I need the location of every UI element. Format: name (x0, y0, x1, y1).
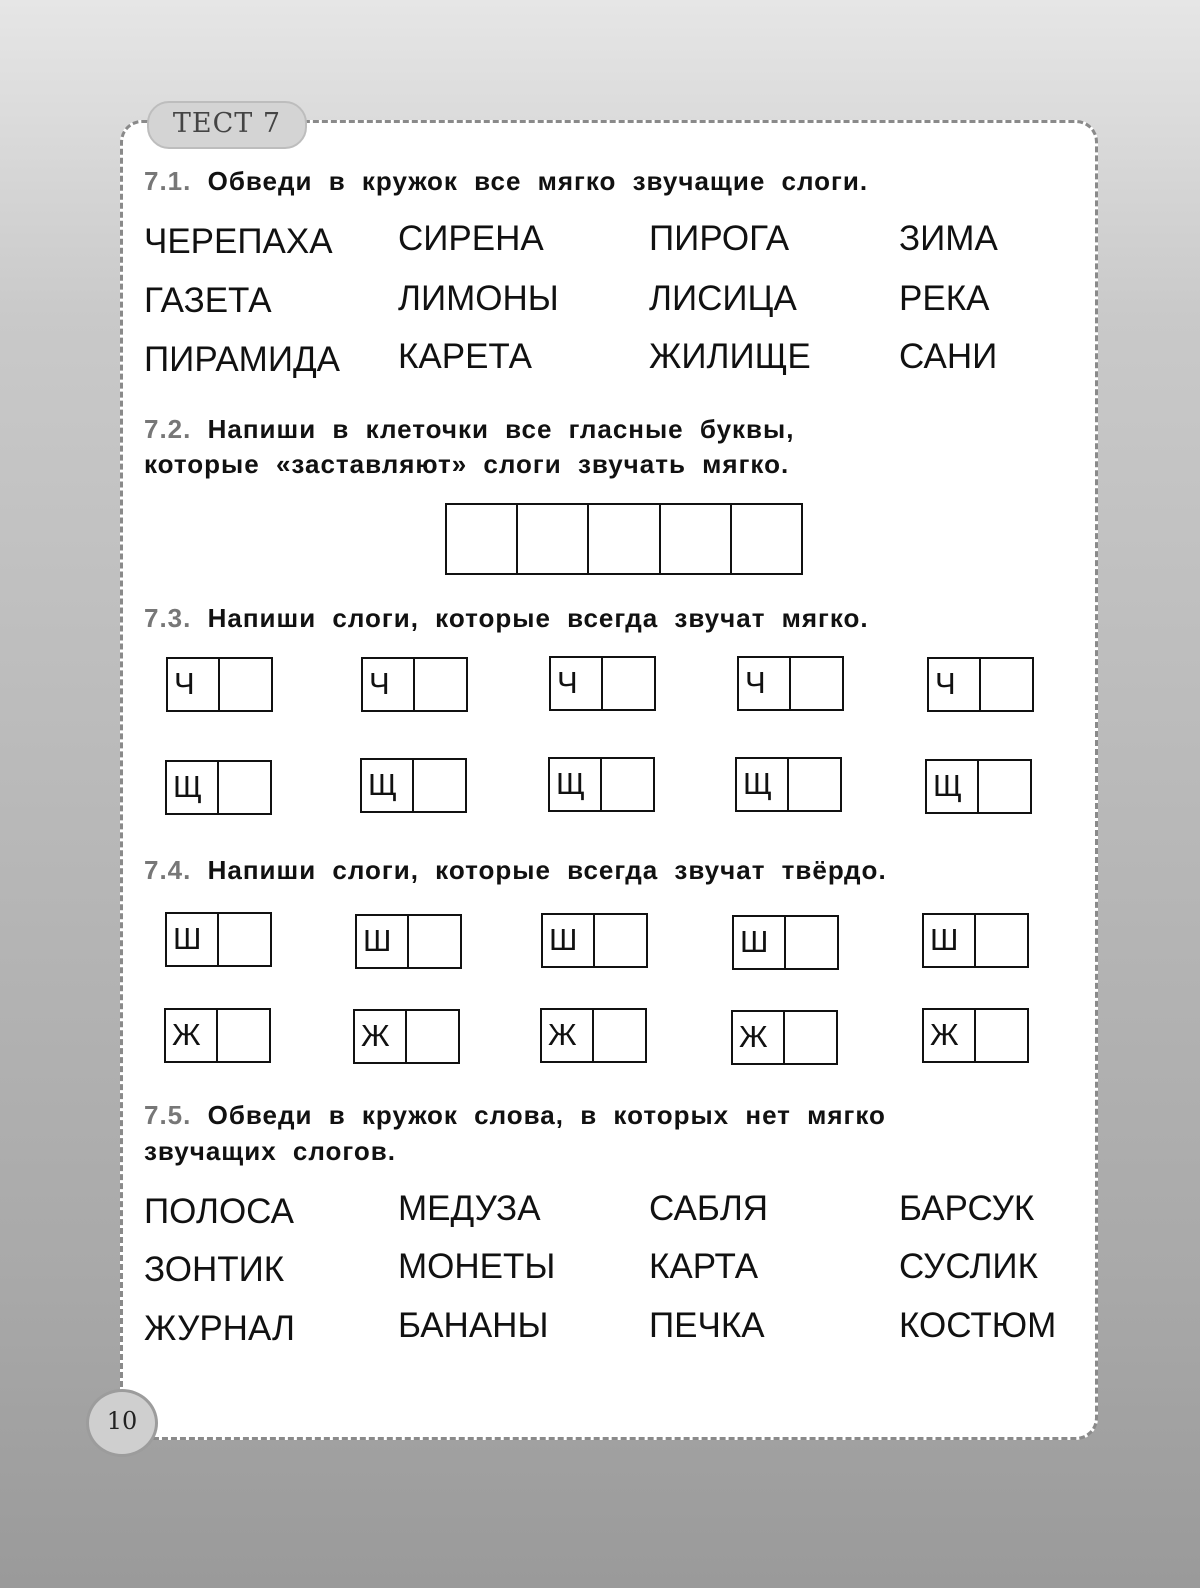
given-consonant: Ж (355, 1011, 407, 1062)
task-2-text-line1: Напиши в клеточки все гласные буквы, (207, 414, 795, 444)
given-consonant: Ш (734, 917, 786, 968)
given-consonant: Ч (168, 659, 220, 710)
word-item[interactable]: ЗОНТИК (144, 1250, 285, 1289)
given-consonant: Щ (362, 760, 414, 811)
vowel-answer-cell[interactable] (414, 760, 466, 811)
given-consonant: Щ (550, 759, 602, 810)
task-4-number: 7.4. (144, 855, 192, 885)
vowel-cell[interactable] (589, 505, 660, 573)
vowel-answer-cell[interactable] (786, 917, 838, 968)
given-consonant: Щ (737, 759, 789, 810)
test-label: ТЕСТ 7 (147, 101, 307, 149)
task-3-text: Напиши слоги, которые всегда звучат мягко. (207, 603, 869, 633)
given-consonant: Ш (357, 916, 409, 967)
syllable-box (166, 657, 273, 712)
vowel-answer-cell[interactable] (785, 1012, 837, 1063)
task-1-title (144, 164, 868, 199)
vowel-answer-cell[interactable] (789, 759, 841, 810)
task-3-title (144, 601, 869, 636)
syllable-box (361, 657, 468, 712)
word-item[interactable]: ПЕЧКА (649, 1306, 765, 1345)
given-consonant: Ч (551, 658, 603, 709)
syllable-box (925, 759, 1032, 814)
syllable-box (731, 1010, 838, 1065)
given-consonant: Ч (929, 659, 981, 710)
word-item[interactable]: ЛИСИЦА (649, 279, 797, 318)
vowel-answer-cell[interactable] (791, 658, 843, 709)
word-item[interactable]: ПИРОГА (649, 219, 790, 258)
vowel-cell[interactable] (732, 505, 801, 573)
syllable-box (927, 657, 1034, 712)
task-1-number: 7.1. (144, 166, 192, 196)
task-5-text-line2: звучащих слогов. (144, 1136, 396, 1166)
task-4-text: Напиши слоги, которые всегда звучат твёрдо. (207, 855, 887, 885)
given-consonant: Ж (542, 1010, 594, 1061)
syllable-box (549, 656, 656, 711)
vowel-answer-cell[interactable] (219, 914, 271, 965)
syllable-box (164, 1008, 271, 1063)
task-5-text-line1: Обведи в кружок слова, в которых нет мягко (207, 1100, 886, 1130)
syllable-box (922, 1008, 1029, 1063)
task-5-number: 7.5. (144, 1100, 192, 1130)
word-item[interactable]: КАРТА (649, 1247, 759, 1286)
syllable-box (548, 757, 655, 812)
syllable-box (737, 656, 844, 711)
task-1-text: Обведи в кружок все мягко звучащие слоги. (207, 166, 869, 196)
word-item[interactable]: СУСЛИК (899, 1247, 1038, 1286)
word-item[interactable]: ЧЕРЕПАХА (144, 222, 333, 261)
task-5-title (144, 1098, 886, 1133)
task-5-title-line2 (144, 1134, 396, 1169)
syllable-box (165, 760, 272, 815)
given-consonant: Ш (167, 914, 219, 965)
vowel-answer-cell[interactable] (979, 761, 1031, 812)
given-consonant: Ш (543, 915, 595, 966)
given-consonant: Щ (927, 761, 979, 812)
given-consonant: Ч (363, 659, 415, 710)
vowel-answer-cell[interactable] (603, 658, 655, 709)
task-2-title (144, 412, 794, 447)
given-consonant: Щ (167, 762, 219, 813)
word-item[interactable]: САНИ (899, 337, 998, 376)
word-item[interactable]: ПИРАМИДА (144, 340, 341, 379)
vowel-cell[interactable] (518, 505, 589, 573)
task-2-title-line2 (144, 447, 789, 482)
word-item[interactable]: ПОЛОСА (144, 1192, 295, 1231)
task-2-number: 7.2. (144, 414, 192, 444)
word-item[interactable]: САБЛЯ (649, 1189, 769, 1228)
syllable-box (353, 1009, 460, 1064)
word-item[interactable]: БАРСУК (899, 1189, 1035, 1228)
word-item[interactable]: КАРЕТА (398, 337, 532, 376)
word-item[interactable]: СИРЕНА (398, 219, 544, 258)
vowel-answer-cell[interactable] (976, 915, 1028, 966)
word-item[interactable]: КОСТЮМ (899, 1306, 1057, 1345)
word-item[interactable]: ЖИЛИЩЕ (649, 337, 811, 376)
syllable-box (732, 915, 839, 970)
vowel-answer-cell[interactable] (407, 1011, 459, 1062)
given-consonant: Ш (924, 915, 976, 966)
vowel-answer-cell[interactable] (415, 659, 467, 710)
task-2-text-line2: которые «заставляют» слоги звучать мягко. (144, 449, 790, 479)
vowel-answer-cell[interactable] (976, 1010, 1028, 1061)
vowel-answer-cell[interactable] (602, 759, 654, 810)
word-item[interactable]: БАНАНЫ (398, 1306, 549, 1345)
word-item[interactable]: ЗИМА (899, 219, 998, 258)
word-item[interactable]: РЕКА (899, 279, 990, 318)
word-item[interactable]: ЖУРНАЛ (144, 1309, 296, 1348)
vowel-answer-cell[interactable] (220, 659, 272, 710)
vowel-cell[interactable] (661, 505, 732, 573)
given-consonant: Ч (739, 658, 791, 709)
vowel-answer-cell[interactable] (981, 659, 1033, 710)
task-4-title (144, 853, 887, 888)
vowel-answer-cell[interactable] (218, 1010, 270, 1061)
vowel-cell[interactable] (447, 505, 518, 573)
given-consonant: Ж (166, 1010, 218, 1061)
syllable-box (355, 914, 462, 969)
vowel-cells (445, 503, 803, 575)
syllable-box (922, 913, 1029, 968)
syllable-box (165, 912, 272, 967)
vowel-answer-cell[interactable] (409, 916, 461, 967)
word-item[interactable]: ЛИМОНЫ (398, 279, 559, 318)
vowel-answer-cell[interactable] (594, 1010, 646, 1061)
given-consonant: Ж (924, 1010, 976, 1061)
syllable-box (360, 758, 467, 813)
given-consonant: Ж (733, 1012, 785, 1063)
task-3-number: 7.3. (144, 603, 192, 633)
syllable-box (541, 913, 648, 968)
word-item[interactable]: ГАЗЕТА (144, 281, 272, 320)
page-number: 10 (86, 1389, 158, 1457)
syllable-box (540, 1008, 647, 1063)
vowel-answer-cell[interactable] (219, 762, 271, 813)
word-item[interactable]: МОНЕТЫ (398, 1247, 556, 1286)
syllable-box (735, 757, 842, 812)
vowel-answer-cell[interactable] (595, 915, 647, 966)
word-item[interactable]: МЕДУЗА (398, 1189, 541, 1228)
